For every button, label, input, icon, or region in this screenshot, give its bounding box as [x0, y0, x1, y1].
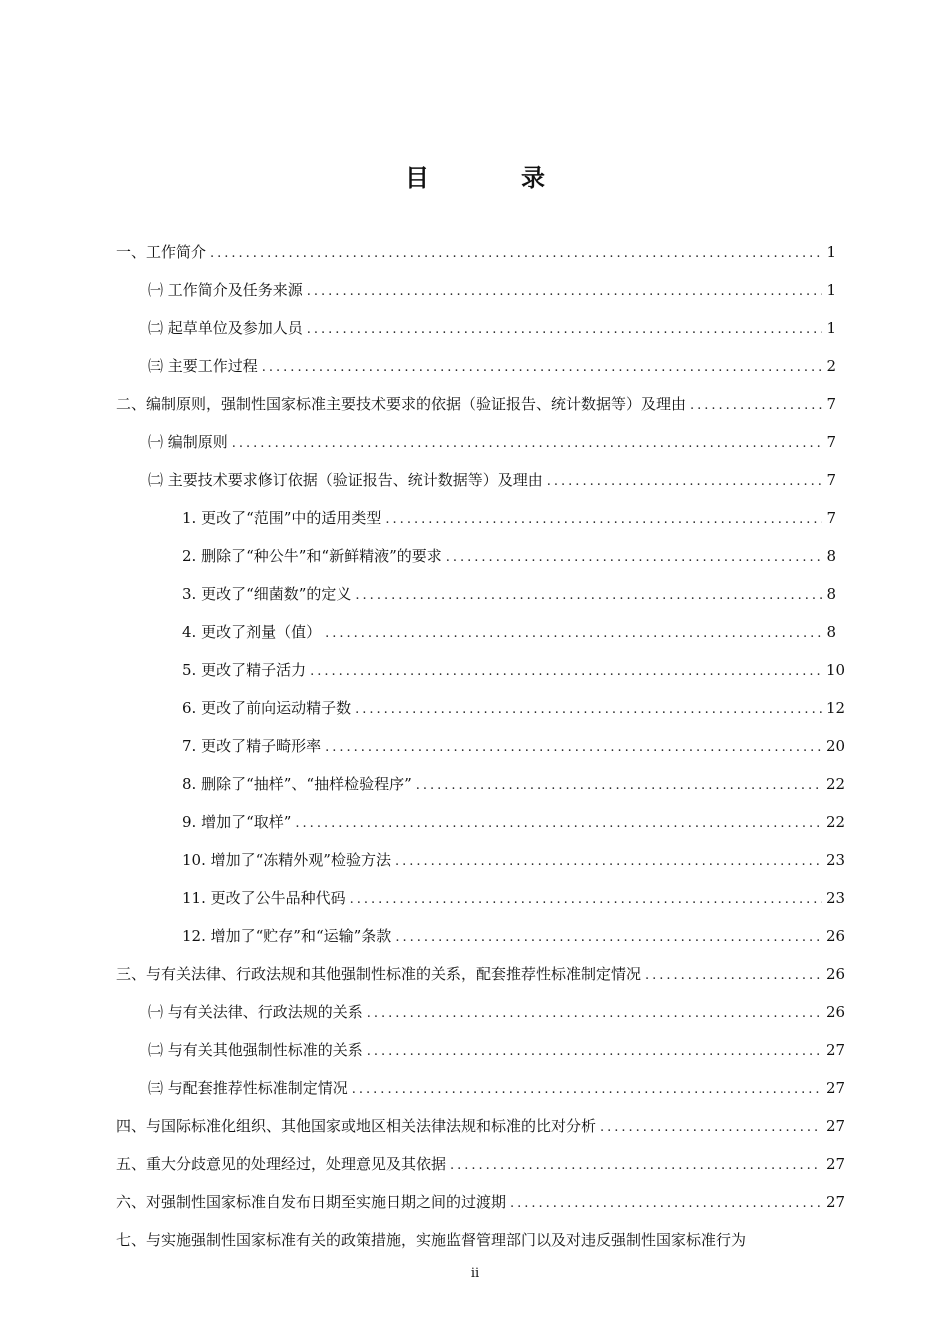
toc-entry[interactable]: [148, 430, 836, 454]
toc-entry-page: 22: [826, 775, 846, 793]
toc-leader: [307, 318, 822, 342]
toc-entry[interactable]: [116, 392, 836, 416]
toc-leader: [232, 432, 822, 456]
toc-entry-page: 23: [826, 851, 846, 869]
toc-leader: [355, 584, 822, 608]
page-title: 目 录: [405, 164, 579, 192]
toc-entry[interactable]: [182, 848, 846, 872]
toc-entry-page: 7: [826, 433, 836, 451]
toc-entry[interactable]: [182, 810, 846, 834]
toc-entry-label: 2. 删除了“种公牛”和“新鲜精液”的要求: [182, 547, 442, 565]
toc-entry-label: 7. 更改了精子畸形率: [182, 737, 322, 755]
toc-entry[interactable]: [182, 696, 846, 720]
toc-leader: [350, 888, 822, 912]
toc-entry[interactable]: [148, 1000, 846, 1024]
toc-entry[interactable]: [182, 582, 836, 606]
toc-entry-page: 26: [826, 965, 846, 983]
toc-entry-page: 27: [826, 1117, 846, 1135]
toc-entry-page: 12: [826, 699, 846, 717]
toc-leader: [367, 1040, 822, 1064]
toc-entry[interactable]: [148, 1076, 846, 1100]
toc-entry-label: 五、重大分歧意见的处理经过，处理意见及其依据: [116, 1155, 447, 1173]
toc-entry-page: 7: [826, 395, 836, 413]
toc-entry-page: 1: [826, 243, 836, 261]
toc-entry[interactable]: [182, 658, 846, 682]
toc-leader: [450, 1154, 822, 1178]
toc-entry-label: ㈡ 主要技术要求修订依据（验证报告、统计数据等）及理由: [148, 471, 543, 489]
toc-entry-page: 27: [826, 1041, 846, 1059]
toc-entry-label: 三、与有关法律、行政法规和其他强制性标准的关系，配套推荐性标准制定情况: [116, 965, 642, 983]
toc-leader: [355, 698, 822, 722]
toc-entry-page: 22: [826, 813, 846, 831]
toc-leader: [510, 1192, 822, 1216]
toc-entry[interactable]: [182, 620, 836, 644]
toc-leader: [325, 736, 822, 760]
toc-leader: [295, 812, 822, 836]
toc-leader: [446, 546, 822, 570]
toc-entry-label: ㈢ 主要工作过程: [148, 357, 258, 375]
toc-leader: [416, 774, 822, 798]
toc-entry-page: 27: [826, 1079, 846, 1097]
toc-entry-label: ㈠ 与有关法律、行政法规的关系: [148, 1003, 363, 1021]
toc-entry[interactable]: [182, 772, 846, 796]
toc-entry-label: ㈠ 编制原则: [148, 433, 228, 451]
toc-entry[interactable]: [116, 1114, 846, 1138]
toc-entry-label: ㈡ 起草单位及参加人员: [148, 319, 303, 337]
toc-entry[interactable]: [148, 468, 836, 492]
toc-leader: [690, 394, 822, 418]
toc-entry-page: 23: [826, 889, 846, 907]
toc-entry-label: 六、对强制性国家标准自发布日期至实施日期之间的过渡期: [116, 1193, 507, 1211]
toc-entry-label: 1. 更改了“范围”中的适用类型: [182, 509, 382, 527]
toc-entry-label: 10. 增加了“冻精外观”检验方法: [182, 851, 391, 869]
toc-entry-label: 5. 更改了精子活力: [182, 661, 307, 679]
toc-entry-page: 8: [826, 623, 836, 641]
toc-leader: [310, 660, 822, 684]
toc-entry-label: 12. 增加了“贮存”和“运输”条款: [182, 927, 392, 945]
toc-leader: [395, 850, 822, 874]
toc-entry-page: 20: [826, 737, 846, 755]
toc-entry[interactable]: [182, 734, 846, 758]
toc-entry-label: ㈠ 工作简介及任务来源: [148, 281, 303, 299]
toc-entry-label: 二、编制原则，强制性国家标准主要技术要求的依据（验证报告、统计数据等）及理由: [116, 395, 687, 413]
toc-entry-page: 7: [826, 509, 836, 527]
toc-entry[interactable]: [116, 240, 836, 264]
toc-entry-label: 8. 删除了“抽样”、“抽样检验程序”: [182, 775, 412, 793]
toc-leader: [210, 242, 822, 266]
toc-entry-page: 2: [826, 357, 836, 375]
toc-leader: [395, 926, 822, 950]
toc-entry-page: 26: [826, 927, 846, 945]
toc-entry-page: 1: [826, 319, 836, 337]
toc-leader: [307, 280, 822, 304]
toc-leader: [367, 1002, 822, 1026]
toc-entry[interactable]: [116, 962, 846, 986]
toc-leader: [385, 508, 822, 532]
toc-entry-label: 4. 更改了剂量（值）: [182, 623, 322, 641]
toc-entry-label: 四、与国际标准化组织、其他国家或地区相关法律法规和标准的比对分析: [116, 1117, 597, 1135]
toc-entry[interactable]: [182, 924, 846, 948]
toc-entry-label: 11. 更改了公牛品种代码: [182, 889, 346, 907]
toc-entry-page: 8: [826, 585, 836, 603]
toc-entry-page: 27: [826, 1155, 846, 1173]
toc-entry[interactable]: [116, 1228, 836, 1252]
toc-entry-page: 26: [826, 1003, 846, 1021]
toc-entry-label: ㈢ 与配套推荐性标准制定情况: [148, 1079, 348, 1097]
toc-entry-label: 6. 更改了前向运动精子数: [182, 699, 352, 717]
toc-entry-label: 七、与实施强制性国家标准有关的政策措施，实施监督管理部门以及对违反强制性国家标准行为: [116, 1231, 747, 1249]
toc-entry[interactable]: [148, 1038, 846, 1062]
toc-entry-label: 一、工作简介: [116, 243, 207, 261]
toc-entry-page: 7: [826, 471, 836, 489]
toc-entry-page: 1: [826, 281, 836, 299]
toc-entry[interactable]: [116, 1152, 846, 1176]
page-number: ii: [470, 1266, 480, 1281]
toc-entry[interactable]: [182, 544, 836, 568]
toc-entry[interactable]: [116, 1190, 846, 1214]
toc-entry-label: 9. 增加了“取样”: [182, 813, 292, 831]
toc-entry[interactable]: [148, 316, 836, 340]
toc-leader: [645, 964, 822, 988]
toc-leader: [325, 622, 822, 646]
toc-entry[interactable]: [182, 886, 846, 910]
toc-entry-page: 27: [826, 1193, 846, 1211]
toc-leader: [600, 1116, 822, 1140]
toc-entry-label: 3. 更改了“细菌数”的定义: [182, 585, 352, 603]
toc-leader: [352, 1078, 822, 1102]
toc-leader: [547, 470, 822, 494]
toc-entry[interactable]: [182, 506, 836, 530]
toc-entry-page: 10: [826, 661, 846, 679]
toc-entry[interactable]: [148, 354, 836, 378]
toc-entry-label: ㈡ 与有关其他强制性标准的关系: [148, 1041, 363, 1059]
toc-entry-page: 8: [826, 547, 836, 565]
toc-entry[interactable]: [148, 278, 836, 302]
toc-leader: [262, 356, 822, 380]
